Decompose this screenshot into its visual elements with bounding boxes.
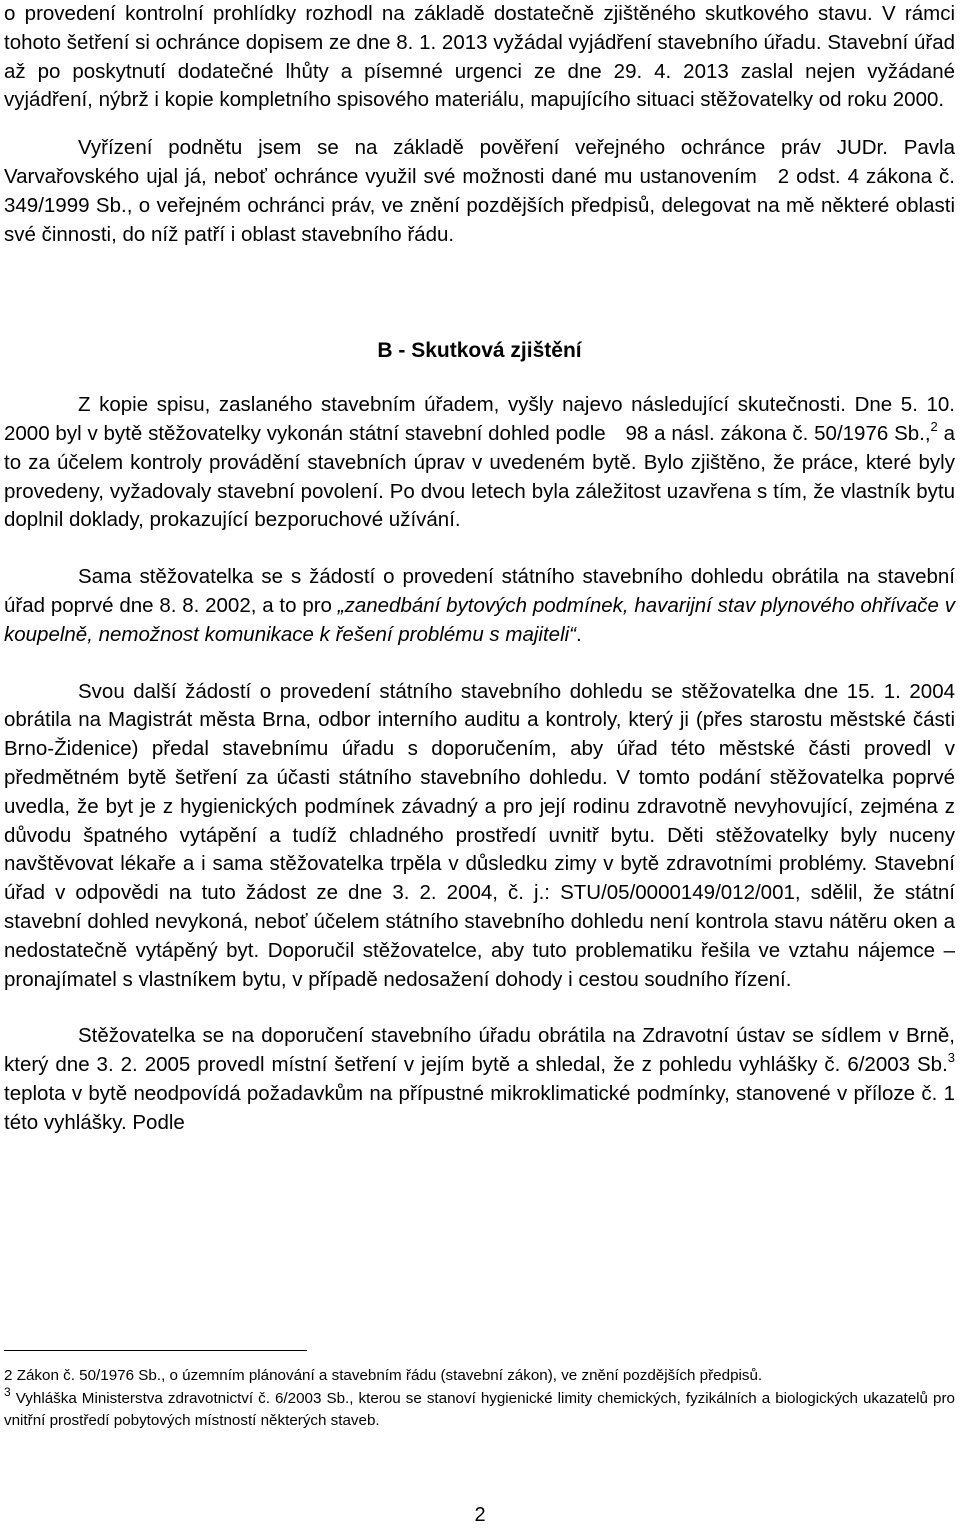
first-request-end: . (576, 622, 582, 646)
health-institute-text-end: teplota v bytě neodpovídá požadavkům na přípustné mikroklimatické podmínky, stanovené v příloze č. 1 této vyhlášky. Podle (4, 1081, 955, 1134)
first-request-quote: „zanedbání bytových podmínek, havarijní stav plynového ohřívače v koupelně, nemožnost komunikace k řešení problému s majiteli“ (4, 593, 956, 646)
footnote-separator (4, 1350, 307, 1351)
paragraph-second-request: Svou další žádostí o provedení státního stavebního dohledu se stěžovatelka dne 15. 1. 2004 obrátila na Magistrát města Brna, odbor interního auditu a kontroly, který ji (přes starostu městské části Brno-Židenice) předal stavebnímu úřadu s doporučením, aby úřad této městské části provedl v předmětném bytě šetření za účasti státního stavebního dohledu. V tomto podání stěžovatelka poprvé uvedla, že byt je z hygienických podmínek závadný a pro její rodinu zdravotně nevyhovující, zejména z důvodu špatného vytápění a tudíž chladného prostředí uvnitř bytu. Děti stěžovatelky byly nuceny navštěvovat lékaře a i sama stěžovatelka trpěla v důsledku zimy v bytě zdravotními problémy. Stavební úřad v odpovědi na tuto žádost ze dne 3. 2. 2004, č. j.: STU/05/0000149/012/001, sdělil, že státní stavební dohled nevykoná, neboť účelem státního stavebního dohledu není kontrola stavu nátěru oken a nedostatečně vytápěný byt. Doporučil stěžovatelce, aby tuto problematiku řešila ve vztahu nájemce – pronajímatel s vlastníkem bytu, v případě nedosažení dohody i cestou soudního řízení. (4, 679, 955, 991)
footnotes (4, 1365, 955, 1433)
findings-law-ref: 98 a násl. zákona č. 50/1976 Sb., (625, 421, 931, 445)
health-institute-text-start: Stěžovatelka se na doporučení stavebního úřadu obrátila na Zdravotní ústav se sídlem v Brně, který dne 3. 2. 2005 provedl místní šetření v jejím bytě a shledal, že z pohledu vyhlášky č. 6/2003 Sb. (4, 1024, 955, 1077)
delegation-text-end: 2 odst. 4 zákona č. 349/1999 Sb., o veřejném ochránci práv, ve znění pozdějších předpisů, delegovat na mě některé oblasti své činnosti, do níž patří i oblast stavebního řádu. (4, 164, 955, 246)
paragraph-intro: o provedení kontrolní prohlídky rozhodl na základě dostatečně zjištěného skutkového stavu. V rámci tohoto šetření si ochránce dopisem ze dne 8. 1. 2013 vyžádal vyjádření stavebního úřadu. Stavební úřad až po poskytnutí dodatečné lhůty a písemné urgenci ze dne 29. 4. 2013 zaslal nejen vyžádané vyjádření, nýbrž i kopie kompletního spisového materiálu, mapujícího situaci stěžovatelky od roku 2000. (4, 2, 955, 112)
paragraph-health-institute (4, 1022, 955, 1137)
paragraph-findings (4, 391, 955, 535)
footnote-ref-3: 3 (947, 1050, 955, 1066)
document-body (4, 0, 955, 1138)
first-request-text: Sama stěžovatelka se s žádostí o provedení státního stavebního dohledu obrátila na stavební úřad poprvé dne 8. 8. 2002, a to pro (4, 565, 955, 617)
footnote-ref-2: 2 (930, 418, 938, 434)
footnote-2-text: Zákon č. 50/1976 Sb., o územním plánování a stavebním řádu (stavební zákon), ve znění pozdějších předpisů. (16, 1367, 763, 1384)
delegation-text-start: Vyřízení podnětu jsem se na základě pověření veřejného ochránce práv JUDr. Pavla Varvařovského ujal já, neboť ochránce využil své možnosti dané mu ustanovením (4, 136, 955, 188)
section-heading: B - Skutková zjištění (377, 339, 582, 363)
page-number: 2 (474, 1504, 486, 1526)
footnote-3-number: 3 (4, 1384, 11, 1399)
footnote-3 (4, 1384, 955, 1433)
findings-text-start: Z kopie spisu, zaslaného stavebním úřadem, vyšly najevo následující skutečnosti. Dne 5. 10. 2000 byl v bytě stěžovatelky vykonán státní stavební dohled podle (4, 393, 955, 445)
paragraph-first-request (4, 563, 955, 649)
footnote-2 (4, 1365, 955, 1388)
paragraph-delegation (4, 134, 955, 249)
footnote-2-number: 2 (4, 1367, 13, 1384)
findings-text-end: a to za účelem kontroly provádění stavebních úprav v uvedeném bytě. Bylo zjištěno, že práce, které byly provedeny, vyžadovaly stavební povolení. Po dvou letech byla záležitost uzavřena s tím, že vlastník bytu doplnil doklady, prokazující bezporuchové užívání. (4, 421, 955, 532)
footnote-3-text: Vyhláška Ministerstva zdravotnictví č. 6/2003 Sb., kterou se stanoví hygienické limity chemických, fyzikálních a biologických ukazatelů pro vnitřní prostředí pobytových místností některých staveb. (4, 1389, 955, 1430)
